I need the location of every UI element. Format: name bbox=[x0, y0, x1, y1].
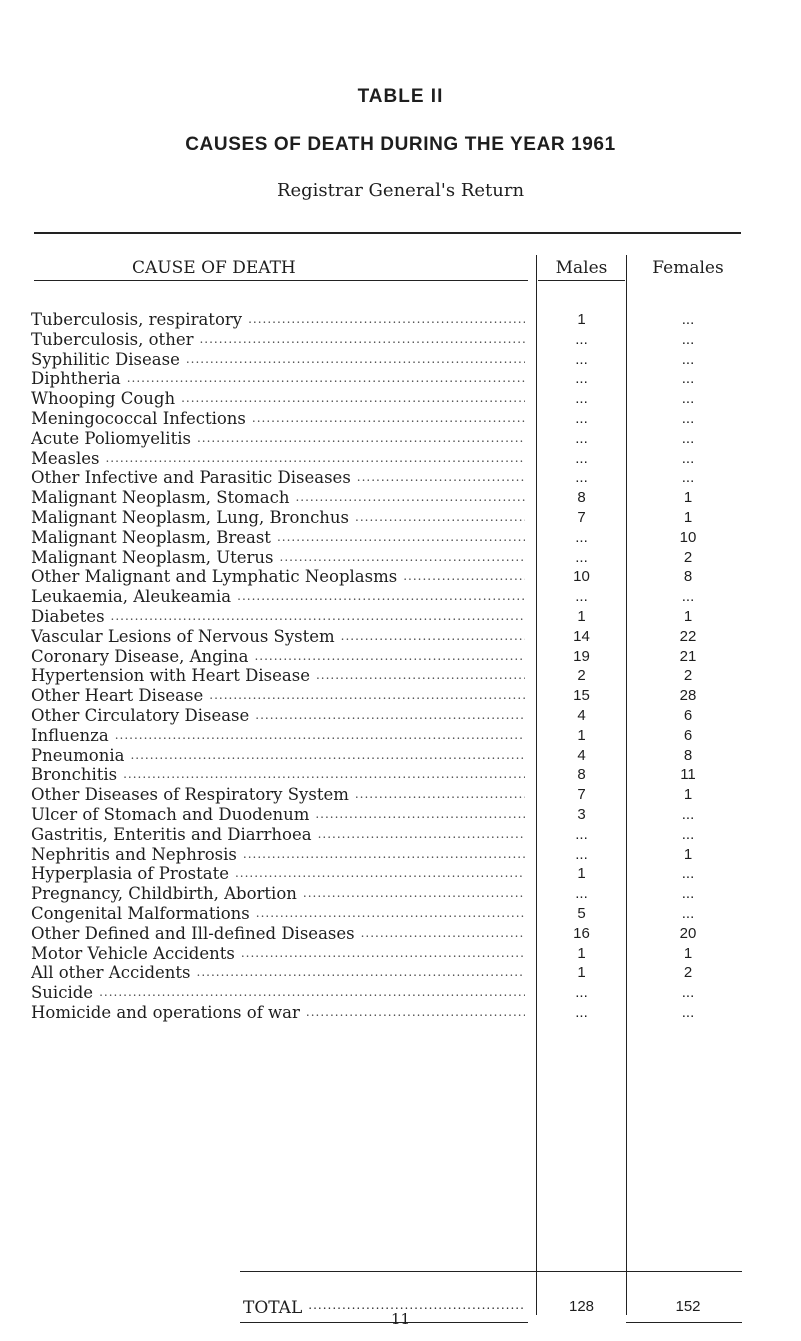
females-value: 21 bbox=[679, 647, 697, 665]
cause-cell bbox=[31, 1003, 525, 1023]
females-value: ... bbox=[681, 825, 695, 843]
cause-cell bbox=[31, 963, 525, 983]
leader-dots bbox=[115, 726, 525, 746]
leader-dots bbox=[295, 488, 525, 508]
cause-label: Syphilitic Disease bbox=[31, 349, 180, 369]
table-row bbox=[0, 449, 801, 469]
table-row bbox=[0, 587, 801, 607]
males-value: ... bbox=[575, 825, 588, 843]
leader-dots bbox=[237, 587, 525, 607]
males-value: ... bbox=[575, 449, 588, 467]
cause-label: Other Infective and Parasitic Diseases bbox=[31, 468, 351, 488]
table-row bbox=[0, 726, 801, 746]
cause-cell bbox=[31, 429, 525, 449]
females-value: 11 bbox=[680, 766, 696, 784]
cause-cell bbox=[31, 805, 525, 825]
cause-label: Hypertension with Heart Disease bbox=[31, 666, 310, 686]
females-value: 1 bbox=[683, 845, 693, 863]
table-row bbox=[0, 963, 801, 983]
leader-dots bbox=[181, 389, 525, 409]
males-value: 10 bbox=[573, 568, 590, 586]
table-row bbox=[0, 686, 801, 706]
table-row bbox=[0, 429, 801, 449]
leader-dots bbox=[280, 548, 525, 568]
females-value: ... bbox=[681, 390, 695, 408]
cause-label: Bronchitis bbox=[31, 765, 118, 785]
leader-dots bbox=[277, 528, 525, 548]
cause-cell bbox=[31, 785, 525, 805]
table-row bbox=[0, 508, 801, 528]
leader-dots bbox=[197, 963, 525, 983]
leader-dots bbox=[130, 746, 525, 766]
cause-cell bbox=[31, 350, 525, 370]
table-row bbox=[0, 548, 801, 568]
males-header-underline bbox=[538, 280, 625, 281]
males-value: ... bbox=[575, 548, 588, 566]
table-row bbox=[0, 706, 801, 726]
leader-dots bbox=[306, 1003, 525, 1023]
females-value: 10 bbox=[679, 528, 697, 546]
cause-label: Other Malignant and Lymphatic Neoplasms bbox=[31, 567, 398, 587]
cause-cell bbox=[31, 468, 525, 488]
leader-dots bbox=[248, 310, 525, 330]
table-row bbox=[0, 884, 801, 904]
table-row bbox=[0, 983, 801, 1003]
females-value: 8 bbox=[683, 568, 693, 586]
page-title: CAUSES OF DEATH DURING THE YEAR 1961 bbox=[185, 134, 616, 155]
table-row bbox=[0, 330, 801, 350]
females-value: ... bbox=[681, 865, 695, 883]
cause-header: CAUSE OF DEATH bbox=[132, 258, 296, 278]
subtitle: Registrar General's Return bbox=[276, 180, 525, 201]
cause-label: Other Diseases of Respiratory System bbox=[31, 785, 349, 805]
females-value: 6 bbox=[683, 726, 693, 744]
males-value: 19 bbox=[573, 647, 590, 665]
total-females: 152 bbox=[675, 1298, 701, 1315]
males-value: ... bbox=[575, 885, 588, 903]
table-row bbox=[0, 350, 801, 370]
females-value: 8 bbox=[683, 746, 693, 764]
leader-dots bbox=[99, 983, 525, 1003]
cause-cell bbox=[31, 746, 525, 766]
cause-label: Malignant Neoplasm, Lung, Bronchus bbox=[31, 507, 350, 527]
cause-label: All other Accidents bbox=[31, 963, 191, 983]
males-value: ... bbox=[575, 984, 588, 1002]
leader-dots bbox=[209, 686, 525, 706]
leader-dots bbox=[361, 924, 525, 944]
cause-cell bbox=[31, 845, 525, 865]
cause-label: Hyperplasia of Prostate bbox=[31, 864, 229, 884]
males-value: 1 bbox=[577, 726, 586, 744]
table-row bbox=[0, 805, 801, 825]
table-row bbox=[0, 409, 801, 429]
males-value: 2 bbox=[577, 667, 586, 685]
leader-dots bbox=[252, 409, 525, 429]
table-row bbox=[0, 567, 801, 587]
males-value: ... bbox=[575, 845, 588, 863]
leader-dots bbox=[256, 904, 525, 924]
table-row bbox=[0, 904, 801, 924]
females-value: ... bbox=[681, 370, 695, 388]
leader-dots bbox=[243, 845, 525, 865]
females-value: ... bbox=[681, 429, 695, 447]
cause-label: Coronary Disease, Angina bbox=[31, 646, 249, 666]
males-value: ... bbox=[575, 350, 588, 368]
cause-cell bbox=[31, 488, 525, 508]
males-value: 1 bbox=[577, 311, 586, 328]
males-value: 7 bbox=[577, 786, 586, 804]
cause-cell bbox=[31, 706, 525, 726]
table-row bbox=[0, 666, 801, 686]
cause-label: Acute Poliomyelitis bbox=[31, 428, 191, 448]
leader-dots bbox=[127, 369, 525, 389]
cause-cell bbox=[31, 587, 525, 607]
cause-cell bbox=[31, 904, 525, 924]
cause-label: Homicide and operations of war bbox=[31, 1002, 300, 1022]
cause-cell bbox=[31, 884, 525, 904]
males-value: ... bbox=[575, 370, 588, 388]
leader-dots bbox=[303, 884, 525, 904]
leader-dots bbox=[318, 825, 525, 845]
leader-dots bbox=[186, 350, 525, 370]
cause-label: Gastritis, Enteritis and Diarrhoea bbox=[31, 824, 312, 844]
females-value: ... bbox=[681, 885, 695, 903]
males-value: ... bbox=[575, 1003, 588, 1021]
cause-label: Whooping Cough bbox=[31, 389, 176, 409]
males-value: 1 bbox=[577, 944, 586, 962]
leader-dots bbox=[123, 765, 525, 785]
cause-cell bbox=[31, 567, 525, 587]
leader-dots bbox=[105, 449, 525, 469]
cause-cell bbox=[31, 627, 525, 647]
cause-cell bbox=[31, 944, 525, 964]
males-value: ... bbox=[575, 429, 588, 447]
leader-dots bbox=[403, 567, 525, 587]
cause-label: Suicide bbox=[31, 983, 94, 1003]
females-value: 2 bbox=[683, 548, 693, 566]
table-row bbox=[0, 944, 801, 964]
males-header: Males bbox=[555, 258, 608, 278]
leader-dots bbox=[235, 864, 525, 884]
males-value: ... bbox=[575, 528, 588, 546]
females-value: 1 bbox=[683, 607, 693, 625]
males-value: 1 bbox=[577, 865, 586, 883]
table-row bbox=[0, 369, 801, 389]
cause-label: Diphtheria bbox=[31, 369, 121, 389]
cause-label: Other Heart Disease bbox=[31, 686, 204, 706]
females-value: ... bbox=[681, 449, 695, 467]
table-row bbox=[0, 627, 801, 647]
cause-label: Pneumonia bbox=[31, 745, 125, 765]
cause-label: Vascular Lesions of Nervous System bbox=[31, 626, 335, 646]
leader-dots bbox=[199, 330, 525, 350]
table-row bbox=[0, 607, 801, 627]
females-value: ... bbox=[681, 330, 695, 348]
leader-dots bbox=[355, 508, 525, 528]
cause-cell bbox=[31, 686, 525, 706]
males-value: ... bbox=[575, 330, 588, 348]
cause-label: Motor Vehicle Accidents bbox=[31, 943, 235, 963]
males-value: ... bbox=[575, 469, 588, 487]
cause-cell bbox=[31, 310, 525, 330]
total-label: TOTAL bbox=[243, 1298, 303, 1318]
table-top-rule bbox=[34, 232, 741, 234]
table-row bbox=[0, 845, 801, 865]
cause-cell bbox=[31, 528, 525, 548]
females-value: ... bbox=[681, 984, 695, 1002]
table-row bbox=[0, 310, 801, 330]
cause-cell bbox=[31, 508, 525, 528]
females-value: 1 bbox=[683, 944, 693, 962]
table-row bbox=[0, 488, 801, 508]
cause-label: Meningococcal Infections bbox=[31, 408, 246, 428]
table-label: TABLE II bbox=[357, 86, 444, 107]
females-value: ... bbox=[681, 588, 695, 606]
females-value: 28 bbox=[679, 687, 697, 705]
cause-cell bbox=[31, 369, 525, 389]
cause-cell bbox=[31, 924, 525, 944]
table-row bbox=[0, 825, 801, 845]
cause-label: Malignant Neoplasm, Breast bbox=[31, 527, 271, 547]
table-body bbox=[0, 310, 801, 1023]
cause-cell bbox=[31, 726, 525, 746]
total-males: 128 bbox=[568, 1298, 595, 1315]
cause-label: Tuberculosis, other bbox=[31, 329, 194, 349]
leader-dots bbox=[315, 805, 525, 825]
leader-dots bbox=[255, 706, 525, 726]
cause-label: Nephritis and Nephrosis bbox=[31, 844, 237, 864]
males-value: 7 bbox=[577, 508, 586, 526]
females-value: 2 bbox=[683, 964, 693, 982]
females-value: ... bbox=[681, 904, 695, 922]
cause-label: Influenza bbox=[31, 725, 109, 745]
table-row bbox=[0, 924, 801, 944]
cause-cell bbox=[31, 409, 525, 429]
cause-label: Tuberculosis, respiratory bbox=[31, 310, 243, 329]
leader-dots bbox=[254, 647, 525, 667]
cause-label: Other Circulatory Disease bbox=[31, 705, 250, 725]
males-value: 1 bbox=[577, 607, 586, 625]
cause-cell bbox=[31, 864, 525, 884]
leader-dots bbox=[357, 468, 525, 488]
females-value: 6 bbox=[683, 706, 693, 724]
males-value: 8 bbox=[577, 489, 586, 507]
page-number: 11 bbox=[390, 1310, 411, 1328]
cause-cell bbox=[31, 449, 525, 469]
cause-cell bbox=[31, 607, 525, 627]
cause-cell bbox=[31, 765, 525, 785]
females-value: 22 bbox=[679, 627, 697, 645]
males-value: 1 bbox=[577, 964, 586, 982]
table-row bbox=[0, 468, 801, 488]
cause-label: Congenital Malformations bbox=[31, 903, 250, 923]
females-value: ... bbox=[681, 409, 695, 427]
females-value: 1 bbox=[683, 489, 693, 507]
males-value: ... bbox=[575, 390, 588, 408]
cause-cell bbox=[31, 548, 525, 568]
leader-dots bbox=[355, 785, 525, 805]
table-row bbox=[0, 765, 801, 785]
table-row bbox=[0, 528, 801, 548]
females-header: Females bbox=[652, 258, 724, 278]
table-row bbox=[0, 864, 801, 884]
leader-dots bbox=[316, 666, 525, 686]
table-row bbox=[0, 647, 801, 667]
table-row bbox=[0, 785, 801, 805]
males-value: 16 bbox=[573, 924, 590, 942]
cause-label: Leukaemia, Aleukeamia bbox=[31, 587, 232, 607]
males-value: ... bbox=[575, 409, 588, 427]
cause-label: Diabetes bbox=[31, 606, 105, 626]
header-underline bbox=[34, 280, 528, 281]
females-value: ... bbox=[681, 350, 695, 368]
males-value: 4 bbox=[577, 706, 586, 724]
females-value: 2 bbox=[683, 667, 693, 685]
leader-dots bbox=[197, 429, 525, 449]
cause-label: Other Defined and Ill-defined Diseases bbox=[31, 923, 355, 943]
cause-label: Pregnancy, Childbirth, Abortion bbox=[31, 884, 297, 904]
males-value: 3 bbox=[577, 805, 586, 823]
cause-cell bbox=[31, 825, 525, 845]
cause-cell bbox=[31, 647, 525, 667]
females-value: ... bbox=[681, 1003, 695, 1021]
leader-dots bbox=[111, 607, 525, 627]
cause-label: Measles bbox=[31, 448, 100, 468]
females-value: 1 bbox=[683, 508, 693, 526]
males-value: 8 bbox=[577, 766, 586, 784]
cause-cell bbox=[31, 330, 525, 350]
females-value: ... bbox=[681, 469, 695, 487]
males-value: 4 bbox=[577, 746, 586, 764]
table-row bbox=[0, 1003, 801, 1023]
females-value: ... bbox=[681, 805, 695, 823]
males-value: ... bbox=[575, 588, 588, 606]
cause-label: Malignant Neoplasm, Uterus bbox=[31, 547, 274, 567]
females-value: 20 bbox=[679, 924, 697, 942]
cause-cell bbox=[31, 389, 525, 409]
table-row bbox=[0, 746, 801, 766]
males-value: 15 bbox=[573, 687, 590, 705]
cause-cell bbox=[31, 666, 525, 686]
females-value: ... bbox=[681, 311, 695, 328]
total-rule bbox=[240, 1271, 742, 1272]
table-row bbox=[0, 389, 801, 409]
leader-dots bbox=[241, 944, 525, 964]
males-value: 5 bbox=[577, 904, 586, 922]
cause-cell bbox=[31, 983, 525, 1003]
males-value: 14 bbox=[573, 627, 590, 645]
cause-label: Malignant Neoplasm, Stomach bbox=[31, 488, 290, 508]
females-value: 1 bbox=[683, 786, 693, 804]
leader-dots bbox=[341, 627, 525, 647]
cause-label: Ulcer of Stomach and Duodenum bbox=[31, 804, 310, 824]
